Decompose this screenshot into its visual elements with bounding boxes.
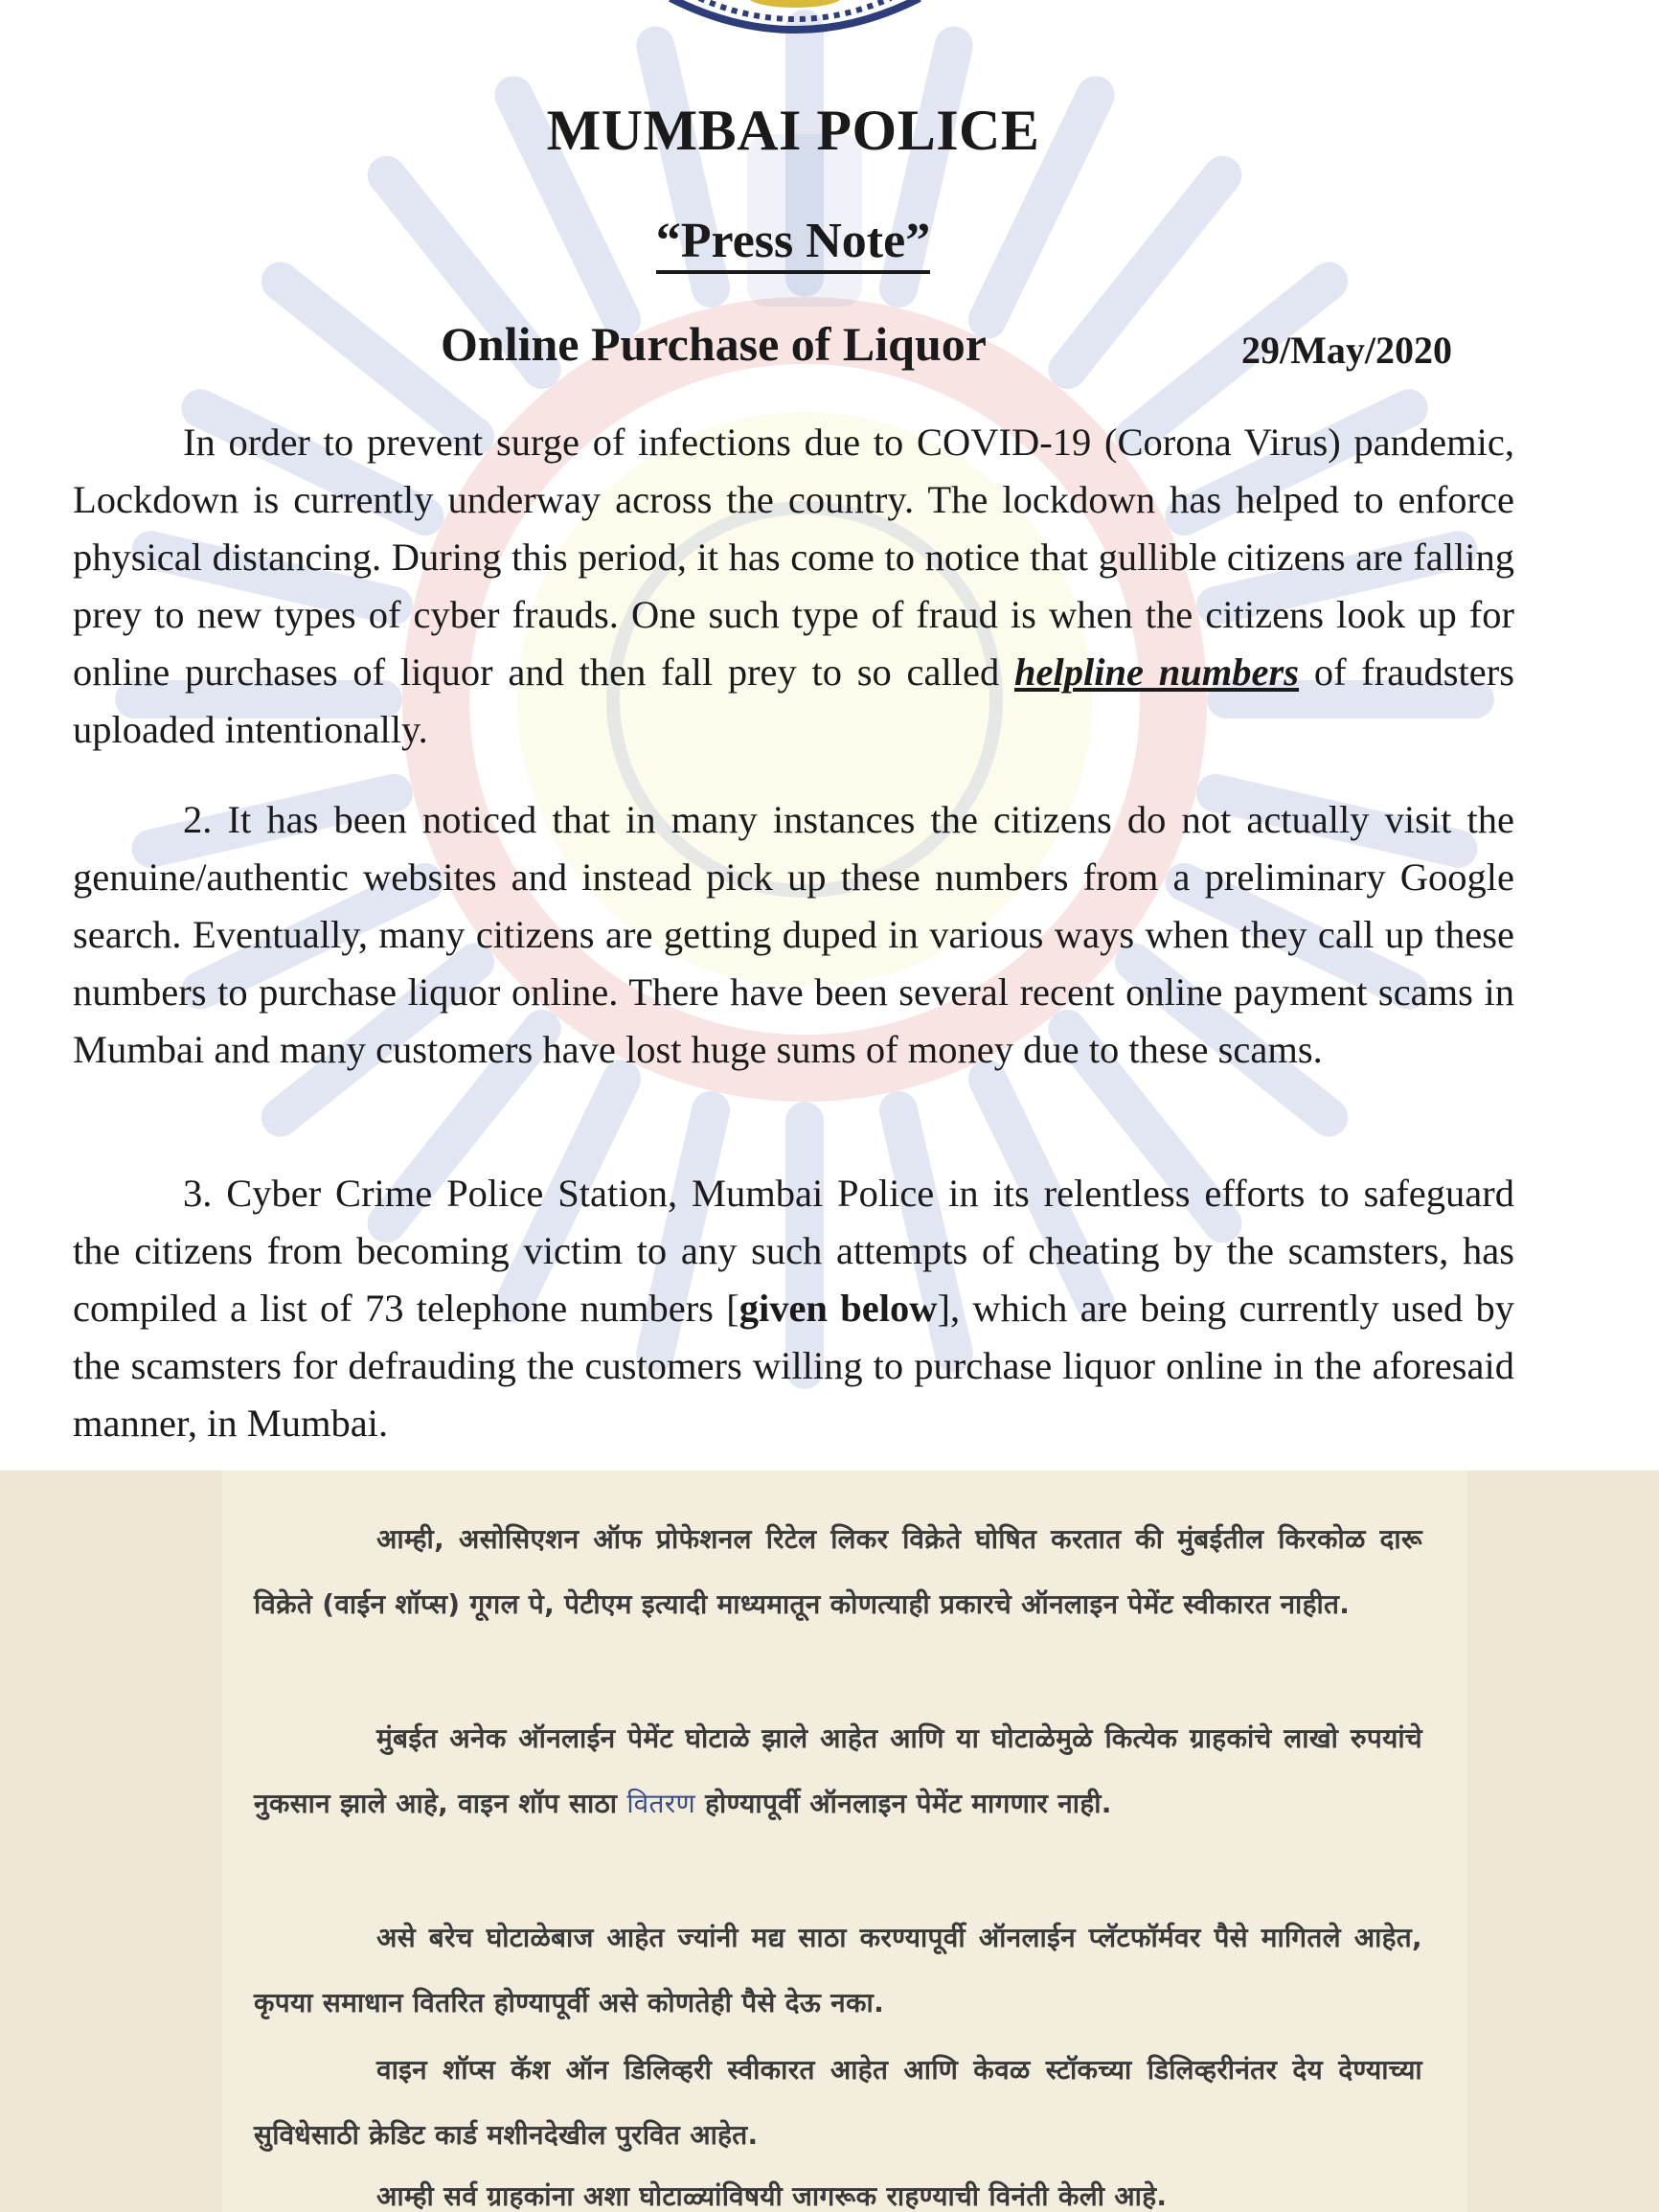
marathi-paragraph-2 [254, 1706, 1422, 1836]
organization-title: MUMBAI POLICE [546, 99, 1040, 162]
marathi-paragraph-2-text-end: होण्यापूर्वी ऑनलाइन पेमेंट मागणार नाही. [695, 1788, 1112, 1819]
marathi-paragraph-5: आम्ही सर्व ग्राहकांना अशा घोटाळ्यांविषयी जागरूक राहण्याची विनंती केली आहे. [376, 2180, 1168, 2212]
paragraph-1 [73, 414, 1514, 759]
marathi-paragraph-3: असे बरेच घोटाळेबाज आहेत ज्यांनी मद्य साठा करण्यापूर्वी ऑनलाईन प्लॅटफॉर्मवर पैसे मागितले आहेत, कृपया समाधान वितरित होण्यापूर्वी असे कोणतेही पैसे देऊ नका. [254, 1922, 1422, 2018]
given-below-emphasis: given below [739, 1287, 938, 1330]
marathi-blue-word: वितरण [626, 1788, 696, 1819]
press-note-label: “Press Note” [656, 214, 930, 274]
marathi-paragraph-1: आम्ही, असोसिएशन ऑफ प्रोफेशनल रिटेल लिकर विक्रेते घोषित करतात की मुंबईतील किरकोळ दारू विक्रेते (वाईन शॉप्स) गूगल पे, पेटीएम इत्यादी माध्यमातून कोणत्याही प्रकारचे ऑनलाइन पेमेंट स्वीकारत नाहीत. [254, 1523, 1422, 1620]
press-note-date: 29/May/2020 [1241, 329, 1452, 372]
press-note-heading [0, 213, 1586, 269]
paragraph-3-text-end: ], which are being currently used by the scamsters for defrauding the customers willing to purchase liquor online in the aforesaid manner, in Mumbai. [73, 1287, 1514, 1445]
subject-title: Online Purchase of Liquor [441, 317, 987, 371]
paragraph-1-text-end: of fraudsters uploaded intentionally. [73, 650, 1514, 751]
paragraph-3-text: 3. Cyber Crime Police Station, Mumbai Police in its relentless efforts to safeguard the citizens from becoming victim to any such attempts of cheating by the scamsters, has compiled a list of 73 telephone numbers [ [73, 1172, 1514, 1330]
police-emblem-icon [661, 0, 929, 42]
paragraph-3 [73, 1165, 1514, 1452]
marathi-paragraph-4: वाइन शॉप्स कॅश ऑन डिलिव्हरी स्वीकारत आहेत आणि केवळ स्टॉकच्या डिलिव्हरीनंतर देय देण्याच्या सुविधेसाठी क्रेडिट कार्ड मशीनदेखील पुरवित आहेत. [254, 2054, 1422, 2151]
helpline-numbers-emphasis: helpline numbers [1014, 650, 1300, 694]
marathi-paragraph-2-text: मुंबईत अनेक ऑनलाईन पेमेंट घोटाळे झाले आहेत आणि या घोटाळेमुळे कित्येक ग्राहकांचे लाखो रुपयांचे नुकसान झाले आहे, वाइन शॉप साठा [254, 1722, 1422, 1819]
paragraph-1-text: In order to prevent surge of infections due to COVID-19 (Corona Virus) pandemic, Lockdown is currently underway across the country. The lockdown has helped to enforce physical distancing. During this period, it has come to notice that gullible citizens are falling prey to new types of cyber frauds. One such type of fraud is when the citizens look up for online purchases of liquor and then fall prey to so called [73, 421, 1514, 694]
marathi-notice-section [0, 1471, 1659, 2212]
paragraph-2: 2. It has been noticed that in many instances the citizens do not actually visit the genuine/authentic websites and instead pick up these numbers from a preliminary Google search. Eventually, many citizens are getting duped in various ways when they call up these numbers to purchase liquor online. There have been several recent online payment scams in Mumbai and many customers have lost huge sums of money due to these scams. [73, 798, 1514, 1071]
watermark-ray [1067, 175, 1222, 370]
